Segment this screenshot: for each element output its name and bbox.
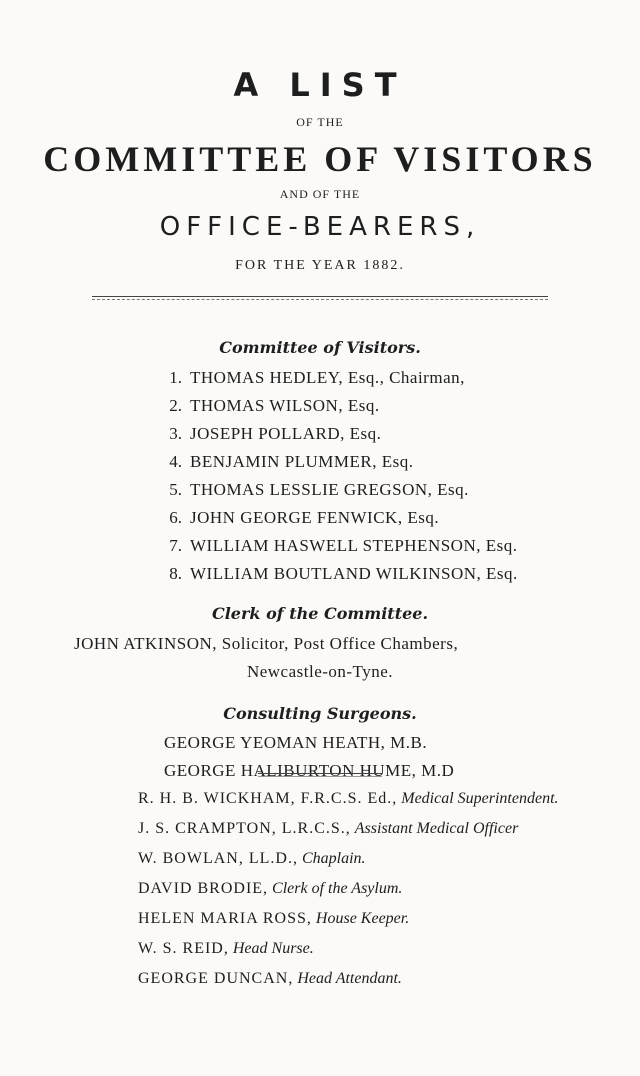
surgeon-entry: GEORGE YEOMAN HEATH, M.B.: [164, 733, 428, 752]
staff-name: HELEN MARIA ROSS,: [138, 910, 312, 927]
member-entry: JOHN GEORGE FENWICK, Esq.: [190, 508, 440, 527]
staff-role: Head Nurse.: [232, 940, 314, 957]
staff-role: Assistant Medical Officer: [354, 820, 519, 837]
title-a-list: A LIST: [233, 66, 407, 104]
member-entry: THOMAS LESSLIE GREGSON, Esq.: [190, 480, 469, 499]
staff-name: W. S. REID,: [138, 940, 229, 957]
member-number: 3.: [169, 424, 182, 443]
staff-role: Clerk of the Asylum.: [272, 880, 403, 897]
title-year-line: FOR THE YEAR 1882.: [235, 258, 405, 273]
member-number: 2.: [169, 396, 182, 415]
member-entry: WILLIAM BOUTLAND WILKINSON, Esq.: [190, 564, 518, 583]
staff-role: Head Attendant.: [297, 970, 402, 987]
staff-entry: [138, 820, 518, 838]
staff-name: DAVID BRODIE,: [138, 880, 269, 897]
staff-entry: [138, 970, 402, 988]
member-entry: THOMAS HEDLEY, Esq., Chairman,: [190, 368, 465, 387]
heading-committee-of-visitors: Committee of Visitors.: [219, 338, 421, 357]
title-of-the: OF THE: [296, 115, 344, 129]
member-number: 7.: [169, 536, 182, 555]
staff-role: Medical Superintendent.: [401, 790, 559, 807]
member-entry: WILLIAM HASWELL STEPHENSON, Esq.: [190, 536, 518, 555]
heading-consulting-surgeons: Consulting Surgeons.: [223, 704, 417, 723]
staff-entry: [138, 910, 409, 928]
staff-entry: [138, 850, 366, 868]
staff-role: Chaplain.: [301, 850, 366, 867]
member-number: 4.: [169, 452, 182, 471]
member-number: 1.: [169, 368, 182, 387]
staff-name: GEORGE DUNCAN,: [138, 970, 294, 987]
clerk-line-1: JOHN ATKINSON, Solicitor, Post Office Chambers,: [74, 634, 459, 653]
member-entry: THOMAS WILSON, Esq.: [190, 396, 380, 415]
staff-name: W. BOWLAN, LL.D.,: [138, 850, 298, 867]
staff-entry: [138, 940, 314, 958]
staff-name: J. S. CRAMPTON, L.R.C.S.,: [138, 820, 351, 837]
member-number: 6.: [169, 508, 182, 527]
divider-top-second: [92, 299, 548, 300]
title-and-of-the: AND OF THE: [279, 187, 361, 201]
title-office-bearers: OFFICE-BEARERS,: [159, 212, 481, 242]
staff-entry: [138, 880, 402, 898]
staff-role: House Keeper.: [315, 910, 410, 927]
divider-top: [92, 296, 548, 297]
divider-short: [258, 773, 382, 774]
member-number: 8.: [169, 564, 182, 583]
staff-entry: [138, 790, 559, 808]
divider-short-second: [258, 776, 382, 777]
member-number: 5.: [169, 480, 182, 499]
member-entry: JOSEPH POLLARD, Esq.: [190, 424, 382, 443]
member-entry: BENJAMIN PLUMMER, Esq.: [190, 452, 414, 471]
clerk-line-2: Newcastle-on-Tyne.: [246, 662, 394, 681]
title-committee-of-visitors: COMMITTEE OF VISITORS: [43, 139, 597, 179]
surgeon-entry: GEORGE HALIBURTON HUME, M.D: [164, 761, 455, 780]
heading-clerk-of-the-committee: Clerk of the Committee.: [211, 604, 429, 623]
staff-name: R. H. B. WICKHAM, F.R.C.S. Ed.,: [138, 790, 398, 807]
